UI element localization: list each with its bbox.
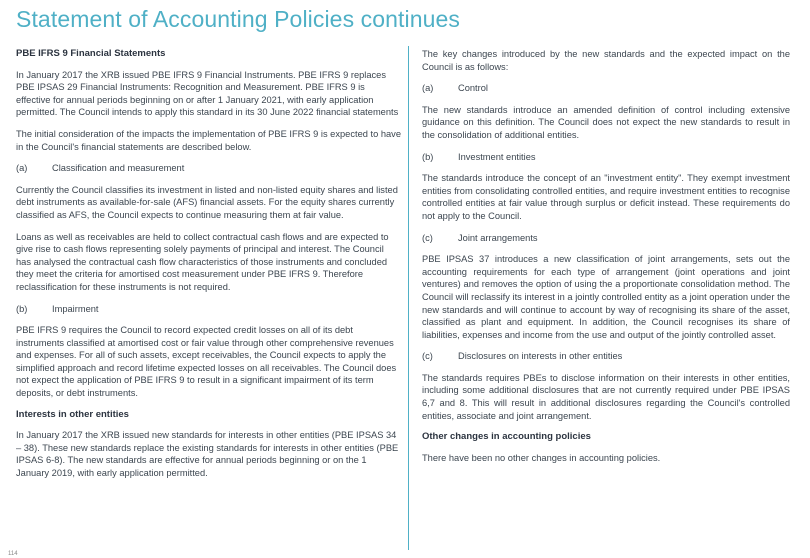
subheading-label: Investment entities: [458, 151, 536, 162]
subheading-label: Joint arrangements: [458, 232, 538, 243]
subheading-investment-entities: [422, 151, 790, 164]
subheading-number: (a): [422, 83, 434, 94]
paragraph: The initial consideration of the impacts the implementation of PBE IFRS 9 is expected to have in the Council's financial statements are described below.: [16, 128, 401, 152]
subheading-number: (c): [422, 232, 433, 243]
paragraph: The standards requires PBEs to disclose information on their interests in other entities, including some additional disclosures that are not currently required under PBE IPSAS 6,7 and 8. This will result in additional disclosures regarding the Council's controlled entities, associate and joint arrangement.: [422, 372, 790, 421]
paragraph: Currently the Council classifies its investment in listed and non-listed equity shares and listed debt instruments as available-for-sale (AFS) financial assets. For the equity shares currently classified as AFS, the Council expects to continue measuring them at fair value.: [16, 184, 398, 220]
paragraph: There have been no other changes in accounting policies.: [422, 452, 661, 463]
subheading-classification: [16, 162, 401, 175]
paragraph: In January 2017 the XRB issued PBE IFRS 9 Financial Instruments. PBE IFRS 9 replaces PBE IPSAS 29 Financial Instruments: Recognition and Measurement. PBE IFRS 9 is effective for annual periods beginning on or after 1 January 2021, with early application permitted. The Council intends to apply this standard in its 30 June 2022 financial statements: [16, 69, 399, 118]
section-heading-other-changes: Other changes in accounting policies: [422, 431, 591, 443]
column-divider: [408, 46, 409, 550]
subheading-label: Disclosures on interests in other entities: [458, 351, 623, 362]
paragraph: The key changes introduced by the new standards and the expected impact on the Council is as follows:: [422, 49, 790, 72]
page-title: Statement of Accounting Policies continues: [16, 6, 461, 32]
paragraph: The new standards introduce an amended definition of control including extensive guidance on this definition. The Council does not expect the new standards to result in the consolidation of additional entities.: [422, 104, 790, 140]
right-column: [422, 48, 790, 473]
subheading-control: [422, 82, 790, 95]
paragraph: PBE IFRS 9 requires the Council to record expected credit losses on all of its debt instruments classified at amortised cost or fair value through other comprehensive revenues and expenses. For all of such assets, except receivables, the Council expects to apply the simplified approach and record lifetime expected losses on all receivables. The Council does not expect the application of PBE IFRS 9 to result in a significant impairment of its term deposits, or debt instruments.: [16, 325, 397, 399]
subheading-label: Control: [458, 83, 488, 94]
subheading-number: (c): [422, 351, 433, 362]
subheading-number: (b): [16, 303, 28, 314]
paragraph: Loans as well as receivables are held to collect contractual cash flows and are expected to give rise to cash flows representing solely payments of principal and interest. The Council has analysed the contractual cash flow characteristics of those instruments and concluded they meet the criteria for amortised cost measurement under PBE IFRS 9. Therefore reclassification for these instruments is not required.: [16, 231, 389, 292]
paragraph: PBE IPSAS 37 introduces a new classification of joint arrangements, sets out the accounting requirements for each type of arrangement (joint operations and joint ventures) and removes the option of using the a proportionate consolidation method. The Council will reclassify its interest in a jointly controlled entity as a joint operation under the new standards and will continue to account by way of recognising its share of the asset, classified as plant and equipment. In addition, the Council recognises its share of liabilities, expenses and income from the use and output of the jointly controlled asset.: [422, 254, 790, 340]
subheading-joint-arrangements: [422, 232, 790, 245]
page-number: 114: [8, 551, 18, 557]
subheading-label: Impairment: [52, 303, 99, 314]
subheading-number: (a): [16, 163, 28, 174]
section-heading-interests: Interests in other entities: [16, 408, 129, 420]
section-heading-pbe-ifrs-9: PBE IFRS 9 Financial Statements: [16, 48, 166, 59]
subheading-number: (b): [422, 151, 434, 162]
left-column: [16, 48, 401, 489]
subheading-label: Classification and measurement: [52, 163, 185, 174]
subheading-disclosures: [422, 350, 790, 363]
subheading-impairment: [16, 303, 401, 316]
paragraph: In January 2017 the XRB issued new standards for interests in other entities (PBE IPSAS 34 – 38). These new standards replace the existing standards for interests in other entities (PBE IPSAS 6-8). The new standards are effective for annual periods beginning or on the 1 January 2019, with early application permitted.: [16, 430, 399, 479]
paragraph: The standards introduce the concept of an "investment entity". They exempt investment entities from consolidating controlled entities, and require investment entities to recognise controlled entities at fair value through surplus or deficit instead. These requirements do not apply to the Council.: [422, 173, 790, 221]
